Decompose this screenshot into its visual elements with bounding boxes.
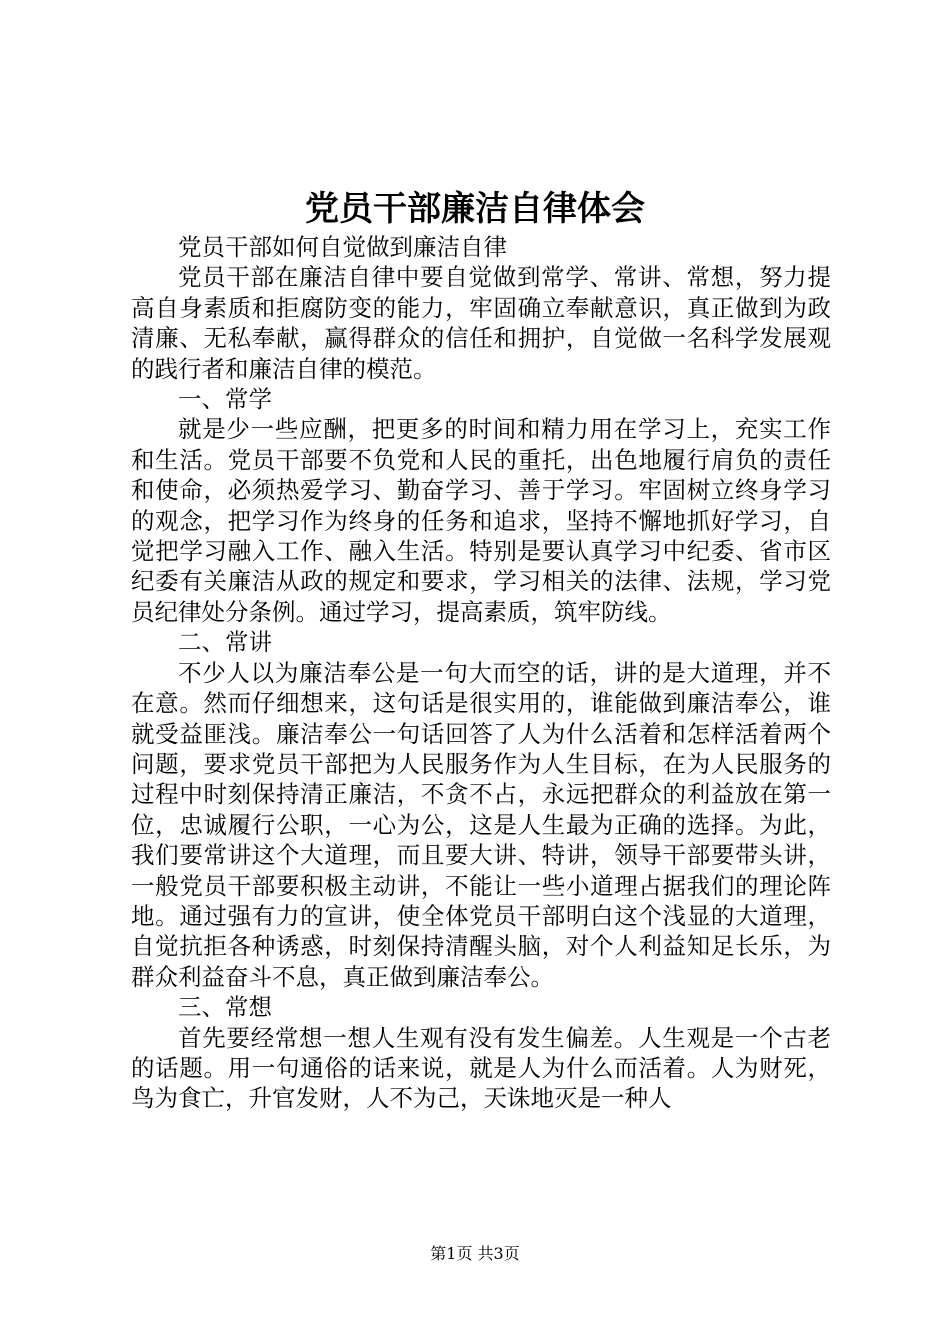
section-2-paragraph: 不少人以为廉洁奉公是一句大而空的话，讲的是大道理，并不在意。然而仔细想来，这句话是很实用的，谁能做到廉洁奉公，谁就受益匪浅。廉洁奉公一句话回答了人为什么活着和怎样活着两个问题，要求党员干部把为人民服务作为人生目标，在为人民服务的过程中时刻保持清正廉洁，不贪不占，永远把群众的利益放在第一位，忠诚履行公职，一心为公，这是人生最为正确的选择。为此，我们要常讲这个大道理，而且要大讲、特讲，领导干部要带头讲，一般党员干部要积极主动讲，不能让一些小道理占据我们的理论阵地。通过强有力的宣讲，使全体党员干部明白这个浅显的大道理，自觉抗拒各种诱惑，时刻保持清醒头脑，对个人利益知足长乐，为群众利益奋斗不息，真正做到廉洁奉公。 (131, 658, 831, 991)
subtitle-paragraph: 党员干部如何自觉做到廉洁自律 (178, 233, 507, 261)
document-title: 党员干部廉洁自律体会 (305, 189, 645, 229)
section-1-paragraph: 就是少一些应酬，把更多的时间和精力用在学习上，充实工作和生活。党员干部要不负党和人民的重托，出色地履行肩负的责任和使命，必须热爱学习、勤奋学习、善于学习。牢固树立终身学习的观念，把学习作为终身的任务和追求，坚持不懈地抓好学习，自觉把学习融入工作、融入生活。特别是要认真学习中纪委、省市区纪委有关廉洁从政的规定和要求，学习相关的法律、法规，学习党员纪律处分条例。通过学习，提高素质，筑牢防线。 (131, 415, 831, 626)
section-heading-3: 三、常想 (178, 993, 272, 1022)
section-heading-1: 一、常学 (178, 385, 272, 414)
section-3-paragraph: 首先要经常想一想人生观有没有发生偏差。人生观是一个古老的话题。用一句通俗的话来说，就是人为什么而活着。人为财死，鸟为食亡，升官发财，人不为己，天诛地灭是一种人 (131, 1023, 831, 1113)
document-body (131, 232, 831, 1114)
section-heading-2: 二、常讲 (178, 628, 272, 657)
page-number-footer: 第1页 共3页 (430, 1244, 520, 1263)
intro-paragraph: 党员干部在廉洁自律中要自觉做到常学、常讲、常想，努力提高自身素质和拒腐防变的能力，牢固确立奉献意识，真正做到为政清廉、无私奉献，赢得群众的信任和拥护，自觉做一名科学发展观的践行者和廉洁自律的模范。 (131, 263, 831, 383)
